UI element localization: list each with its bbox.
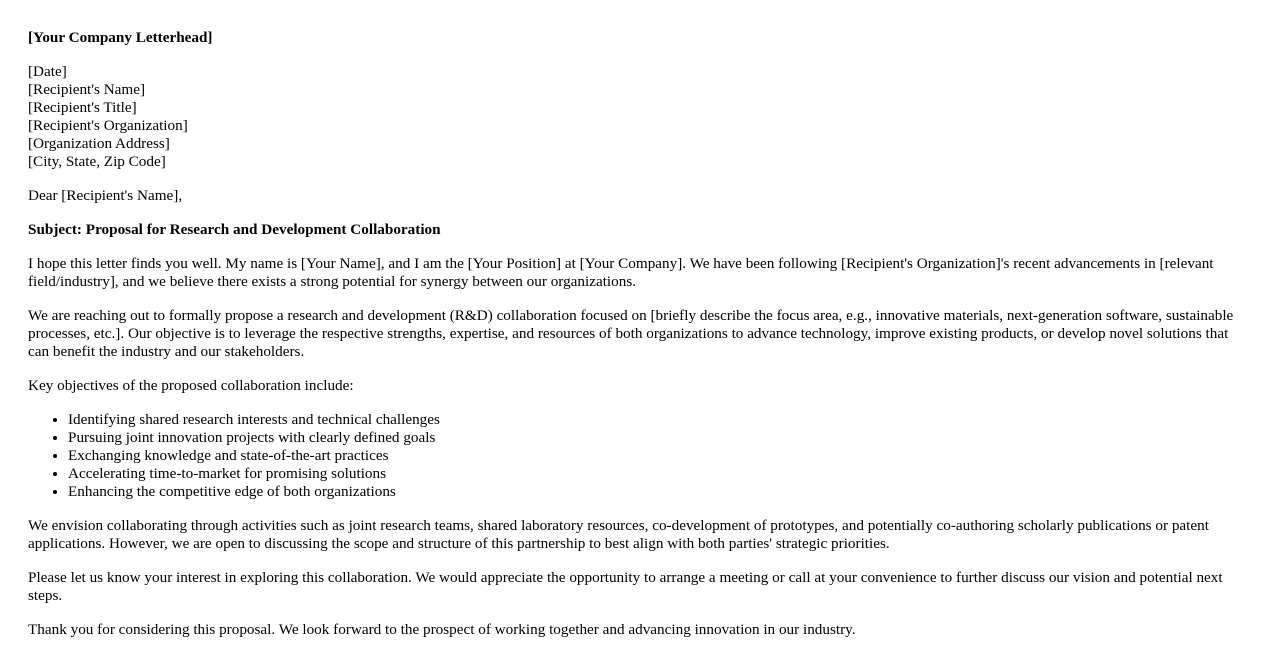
list-item: • Accelerating time-to-market for promising solutions [68,465,1250,483]
list-item: • Identifying shared research interests and technical challenges [68,411,1250,429]
address-block [28,63,1250,171]
objectives-list [28,411,1250,501]
letterhead: [Your Company Letterhead] [28,29,213,46]
list-item: • Pursuing joint innovation projects with clearly defined goals [68,429,1250,447]
next-steps-paragraph: Please let us know your interest in exploring this collaboration. We would appreciate the opportunity to arrange a meeting or call at your convenience to further discuss our vision and potential next steps. [28,569,1223,604]
list-item: • Enhancing the competitive edge of both organizations [68,483,1250,501]
subject-line: Subject: Proposal for Research and Development Collaboration [28,221,441,238]
thank-you-paragraph: Thank you for considering this proposal. We look forward to the prospect of working together and advancing innovation in our industry. [28,621,856,638]
objectives-intro: Key objectives of the proposed collaboration include: [28,377,354,394]
list-item: • Exchanging knowledge and state-of-the-art practices [68,447,1250,465]
organization-address-line: [Organization Address] [28,135,170,152]
city-state-zip-line: [City, State, Zip Code] [28,153,166,170]
recipient-organization-line: [Recipient's Organization] [28,117,188,134]
salutation: Dear [Recipient's Name], [28,187,183,204]
activities-paragraph: We envision collaborating through activities such as joint research teams, shared laboratory resources, co-development of prototypes, and potentially co-authoring scholarly publications or patent applications. However, we are open to discussing the scope and structure of this partnership to best align with both parties' strategic priorities. [28,517,1209,552]
proposal-paragraph: We are reaching out to formally propose a research and development (R&D) collaboration focused on [briefly describe the focus area, e.g., innovative materials, next-generation software, sustainable processes, etc.]. Our objective is to leverage the respective strengths, expertise, and resources of both organizations to advance technology, improve existing products, or develop novel solutions that can benefit the industry and our stakeholders. [28,307,1234,360]
date-line: [Date] [28,63,67,80]
recipient-name-line: [Recipient's Name] [28,81,146,98]
intro-paragraph: I hope this letter finds you well. My name is [Your Name], and I am the [Your Position] at [Your Company]. We have been following [Recipient's Organization]'s recent advancements in [relevant field/industry], and we believe there exists a strong potential for synergy between our organizations. [28,255,1214,290]
recipient-title-line: [Recipient's Title] [28,99,137,116]
